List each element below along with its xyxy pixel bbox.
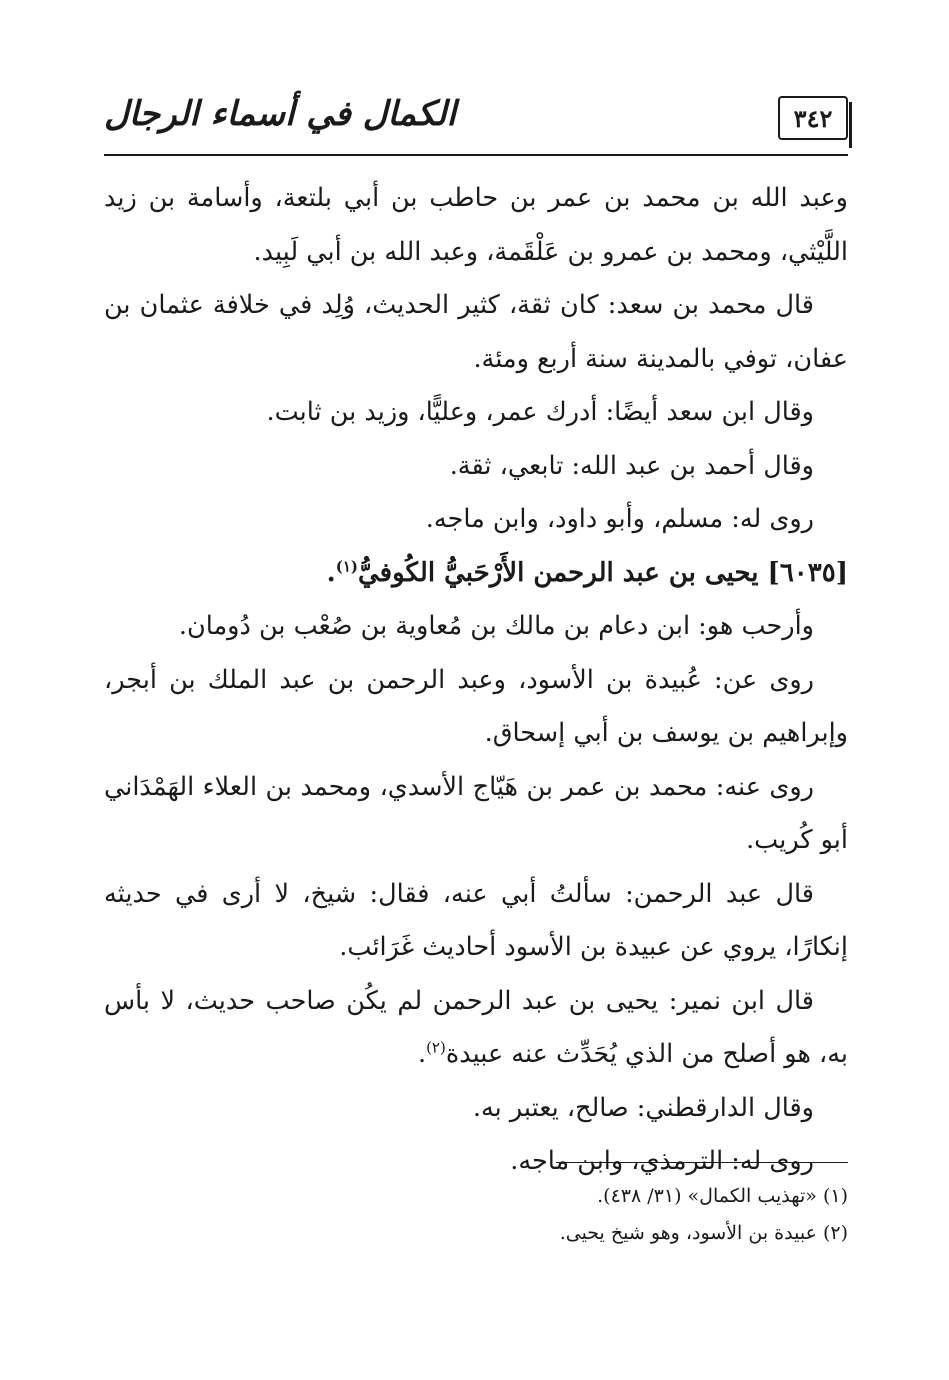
footnote: (٢) عبيدة بن الأسود، وهو شيخ يحيى.: [559, 1222, 848, 1244]
paragraph: روى عن: عُبيدة بن الأسود، وعبد الرحمن بن عبد الملك بن أبجر، وإبراهيم بن يوسف بن أبي إسحاق.: [104, 664, 848, 748]
page-number-text: ٣٤٢: [793, 103, 833, 133]
paragraph: قال عبد الرحمن: سألتُ أبي عنه، فقال: شيخ، لا أرى في حديثه إنكارًا، يروي عن عبيدة بن الأسود أحاديث غَرَائب.: [104, 878, 848, 962]
footnotes: [104, 1178, 848, 1252]
page-number: [778, 96, 848, 140]
footnote: (١) «تهذيب الكمال» (٣١/ ٤٣٨).: [597, 1185, 848, 1207]
paragraph: روى له: الترمذي، وابن ماجه.: [510, 1146, 814, 1176]
paragraph: وقال ابن سعد أيضًا: أدرك عمر، وعليًّا، وزيد بن ثابت.: [266, 397, 814, 427]
main-text: [104, 172, 848, 1189]
paragraph-with-note: [104, 975, 848, 1082]
footnote-marker[interactable]: (١): [335, 556, 359, 575]
entry-heading: [104, 547, 848, 601]
paragraph: وقال أحمد بن عبد الله: تابعي، ثقة.: [449, 450, 814, 481]
paragraph: روى عنه: محمد بن عمر بن هَيّاج الأسدي، ومحمد بن العلاء الهَمْدَاني أبو كُريب.: [104, 771, 848, 855]
paragraph: وقال الدارقطني: صالح، يعتبر به.: [472, 1092, 814, 1123]
paragraph: قال محمد بن سعد: كان ثقة، كثير الحديث، وُلِد في خلافة عثمان بن عفان، توفي بالمدينة سنة أربع ومئة.: [104, 290, 848, 374]
paragraph: وأرحب هو: ابن دعام بن مالك بن مُعاوية بن صُعْب بن دُومان.: [178, 611, 814, 641]
footnote-marker[interactable]: (٢): [426, 1038, 446, 1057]
footnote-divider: [556, 1162, 848, 1163]
paragraph-end: .: [417, 1039, 427, 1069]
paragraph-text: قال ابن نمير: يحيى بن عبد الرحمن لم يكُن صاحب حديث، لا بأس به، هو أصلح من الذي يُحَدِّث عنه عبيدة: [104, 985, 848, 1069]
entry-heading-text: [٦٠٣٥] يحيى بن عبد الرحمن الأَرْحَبيُّ الكُوفيُّ: [358, 557, 848, 588]
paragraph: روى له: مسلم، وأبو داود، وابن ماجه.: [425, 504, 814, 534]
paragraph: وعبد الله بن محمد بن عمر بن حاطب بن أبي بلتعة، وأسامة بن زيد اللَّيْثي، ومحمد بن عمرو بن عَلْقَمة، وعبد الله بن أبي لَبِيد.: [104, 183, 848, 267]
running-title: الكمال في أسماء الرجال: [104, 94, 456, 134]
entry-heading-end: .: [326, 557, 336, 588]
page-header: [104, 88, 848, 156]
